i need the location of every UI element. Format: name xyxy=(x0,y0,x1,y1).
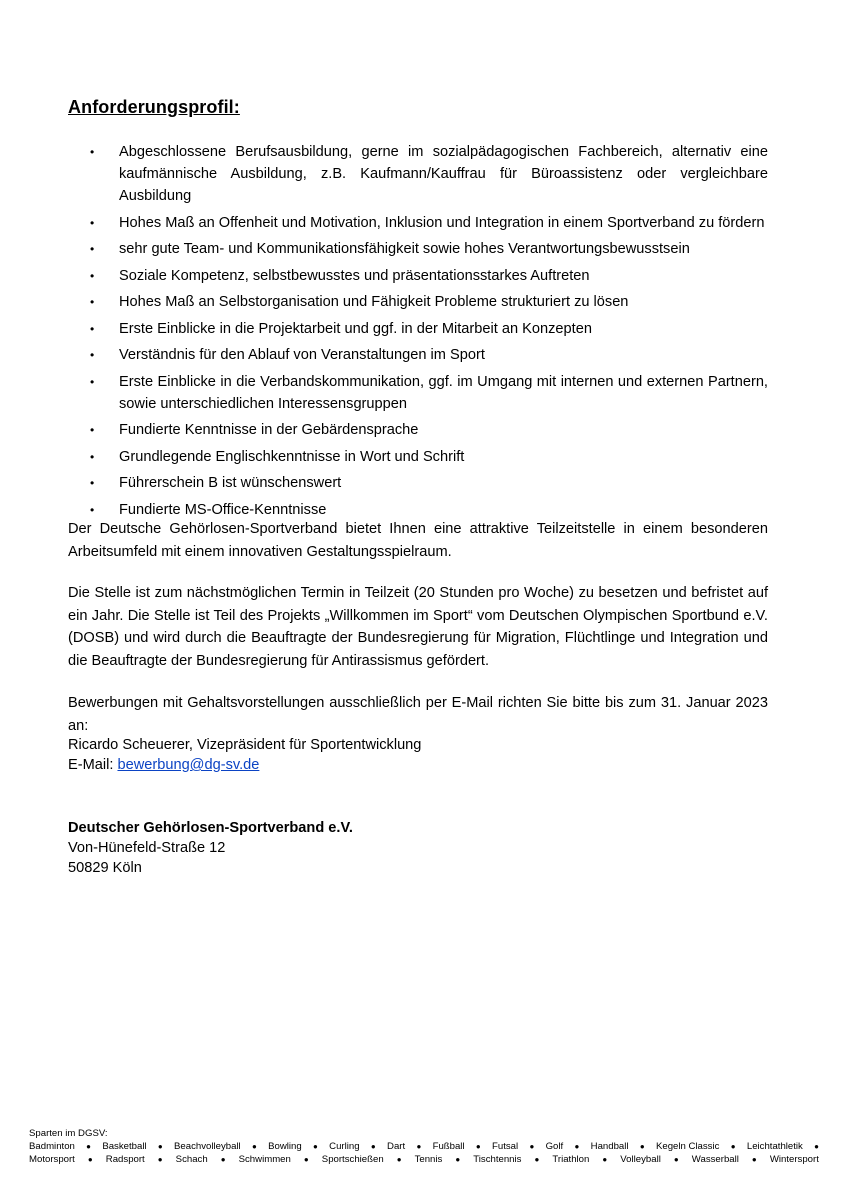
separator-icon: ● xyxy=(303,1155,309,1164)
sports-row-2 xyxy=(29,1153,819,1166)
separator-icon: ● xyxy=(673,1155,679,1164)
requirement-text: Erste Einblicke in die Projektarbeit und ggf. in der Mitarbeit an Konzepten xyxy=(119,320,592,337)
requirement-text: Abgeschlossene Berufsausbildung, gerne im sozialpädagogischen Fachbereich, alternativ eine kaufmännische Ausbildung, z.B. Kaufmann/Kauffrau für Büroassistenz oder vergleichbare Ausbildung xyxy=(119,144,768,204)
footer-sports xyxy=(29,1127,819,1166)
sport-item: Motorsport xyxy=(29,1154,75,1165)
separator-icon: ● xyxy=(814,1142,819,1151)
sport-item: Radsport xyxy=(105,1154,145,1165)
sport-item: Beachvolleyball xyxy=(174,1141,241,1152)
sport-item: Sportschießen xyxy=(321,1154,384,1165)
separator-icon: ● xyxy=(602,1155,608,1164)
requirement-text: Fundierte MS-Office-Kenntnisse xyxy=(119,501,327,518)
separator-icon: ● xyxy=(574,1142,580,1151)
separator-icon: ● xyxy=(157,1142,163,1151)
list-item xyxy=(90,141,768,207)
separator-icon: ● xyxy=(730,1142,736,1151)
bullet-icon: • xyxy=(90,321,95,336)
requirement-text: Fundierte Kenntnisse in der Gebärdensprache xyxy=(119,422,419,438)
requirement-text: Führerschein B ist wünschenswert xyxy=(119,475,342,491)
list-item xyxy=(90,318,768,340)
list-item xyxy=(90,344,768,366)
list-item xyxy=(90,238,768,260)
position-paragraph: Die Stelle ist zum nächstmöglichen Termin in Teilzeit (20 Stunden pro Woche) zu besetzen und befristet auf ein Jahr. Die Stelle ist Teil des Projekts „Willkommen im Sport“ vom Deutschen Olympischen Sportbund e.V. (DOSB) und wird durch die Beauftragte der Bundesregierung für Migration, Flüchtlinge und Integration und die Beauftragte der Bundesregierung für Antirassismus gefördert. xyxy=(68,585,768,669)
sport-item: Futsal xyxy=(492,1141,519,1152)
separator-icon: ● xyxy=(751,1155,757,1164)
sport-item: Wasserball xyxy=(691,1154,739,1165)
sport-item: Dart xyxy=(387,1141,406,1152)
address-block xyxy=(68,818,353,878)
email-label: E-Mail: xyxy=(68,757,114,773)
separator-icon: ● xyxy=(475,1142,481,1151)
bullet-icon: • xyxy=(90,145,95,159)
separator-icon: ● xyxy=(251,1142,257,1151)
bullet-icon: • xyxy=(90,295,95,309)
city: 50829 Köln xyxy=(68,860,142,876)
bullet-icon: • xyxy=(90,374,95,389)
footer-label: Sparten im DGSV: xyxy=(29,1128,108,1139)
separator-icon: ● xyxy=(416,1142,422,1151)
sport-item: Fußball xyxy=(432,1141,465,1152)
sport-item: Golf xyxy=(545,1141,564,1152)
sport-item: Schach xyxy=(175,1154,208,1165)
offer-paragraph: Der Deutsche Gehörlosen-Sportverband bietet Ihnen eine attraktive Teilzeitstelle in einem besonderen Arbeitsumfeld mit einem innovativen Gestaltungsspielraum. xyxy=(68,521,768,560)
separator-icon: ● xyxy=(157,1155,163,1164)
list-item xyxy=(90,265,768,287)
bullet-icon: • xyxy=(90,215,95,230)
list-item xyxy=(90,472,768,494)
contact-name: Ricardo Scheuerer, Vizepräsident für Sportentwicklung xyxy=(68,737,422,753)
section-heading: Anforderungsprofil: xyxy=(68,97,240,117)
sport-item: Basketball xyxy=(102,1141,147,1152)
sport-item: Bowling xyxy=(268,1141,302,1152)
separator-icon: ● xyxy=(87,1155,93,1164)
application-paragraph: Bewerbungen mit Gehaltsvorstellungen ausschließlich per E-Mail richten Sie bitte bis zum 31. Januar 2023 an: xyxy=(68,695,768,734)
sport-item: Wintersport xyxy=(769,1154,819,1165)
separator-icon: ● xyxy=(220,1155,226,1164)
sport-item: Schwimmen xyxy=(238,1154,291,1165)
separator-icon: ● xyxy=(534,1155,540,1164)
bullet-icon: • xyxy=(90,423,95,437)
list-item xyxy=(90,419,768,441)
bullet-icon: • xyxy=(90,449,95,464)
requirement-text: Grundlegende Englischkenntnisse in Wort und Schrift xyxy=(119,448,465,465)
separator-icon: ● xyxy=(313,1142,318,1151)
requirement-text: Soziale Kompetenz, selbstbewusstes und präsentationsstarkes Auftreten xyxy=(119,267,590,284)
separator-icon: ● xyxy=(455,1155,461,1164)
contact-email-line xyxy=(68,755,421,775)
email-link[interactable]: bewerbung@dg-sv.de xyxy=(117,757,260,773)
contact-block xyxy=(68,735,421,775)
list-item xyxy=(90,291,768,313)
sport-item: Curling xyxy=(329,1141,360,1152)
bullet-icon: • xyxy=(90,502,95,517)
sports-row-1 xyxy=(29,1140,819,1153)
sport-item: Handball xyxy=(590,1141,629,1152)
list-item xyxy=(90,212,768,234)
sport-item: Tennis xyxy=(414,1154,443,1165)
bullet-icon: • xyxy=(90,268,95,283)
sport-item: Volleyball xyxy=(620,1154,661,1165)
requirement-text: Hohes Maß an Selbstorganisation und Fähigkeit Probleme strukturiert zu lösen xyxy=(119,294,629,310)
sport-item: Triathlon xyxy=(552,1154,590,1165)
sport-item: Kegeln Classic xyxy=(655,1141,720,1152)
requirements-list xyxy=(90,141,768,525)
organization-name: Deutscher Gehörlosen-Sportverband e.V. xyxy=(68,820,353,836)
bullet-icon: • xyxy=(90,242,95,256)
separator-icon: ● xyxy=(86,1142,92,1151)
requirement-text: Erste Einblicke in die Verbandskommunikation, ggf. im Umgang mit internen und externen Partnern, sowie unterschiedlichen Interessensgruppen xyxy=(119,373,768,412)
separator-icon: ● xyxy=(396,1155,402,1164)
bullet-icon: • xyxy=(90,348,95,362)
sport-item: Badminton xyxy=(29,1141,75,1152)
list-item xyxy=(90,371,768,415)
separator-icon: ● xyxy=(639,1142,645,1151)
bullet-icon: • xyxy=(90,476,95,490)
separator-icon: ● xyxy=(529,1142,535,1151)
sport-item: Leichtathletik xyxy=(746,1141,803,1152)
requirement-text: sehr gute Team- und Kommunikationsfähigkeit sowie hohes Verantwortungsbewusstsein xyxy=(119,241,690,257)
requirement-text: Verständnis für den Ablauf von Veranstaltungen im Sport xyxy=(119,347,485,363)
separator-icon: ● xyxy=(370,1142,376,1151)
requirement-text: Hohes Maß an Offenheit und Motivation, Inklusion und Integration in einem Sportverband zu fördern xyxy=(119,214,765,231)
street: Von-Hünefeld-Straße 12 xyxy=(68,840,226,856)
list-item xyxy=(90,446,768,468)
sport-item: Tischtennis xyxy=(473,1154,522,1165)
